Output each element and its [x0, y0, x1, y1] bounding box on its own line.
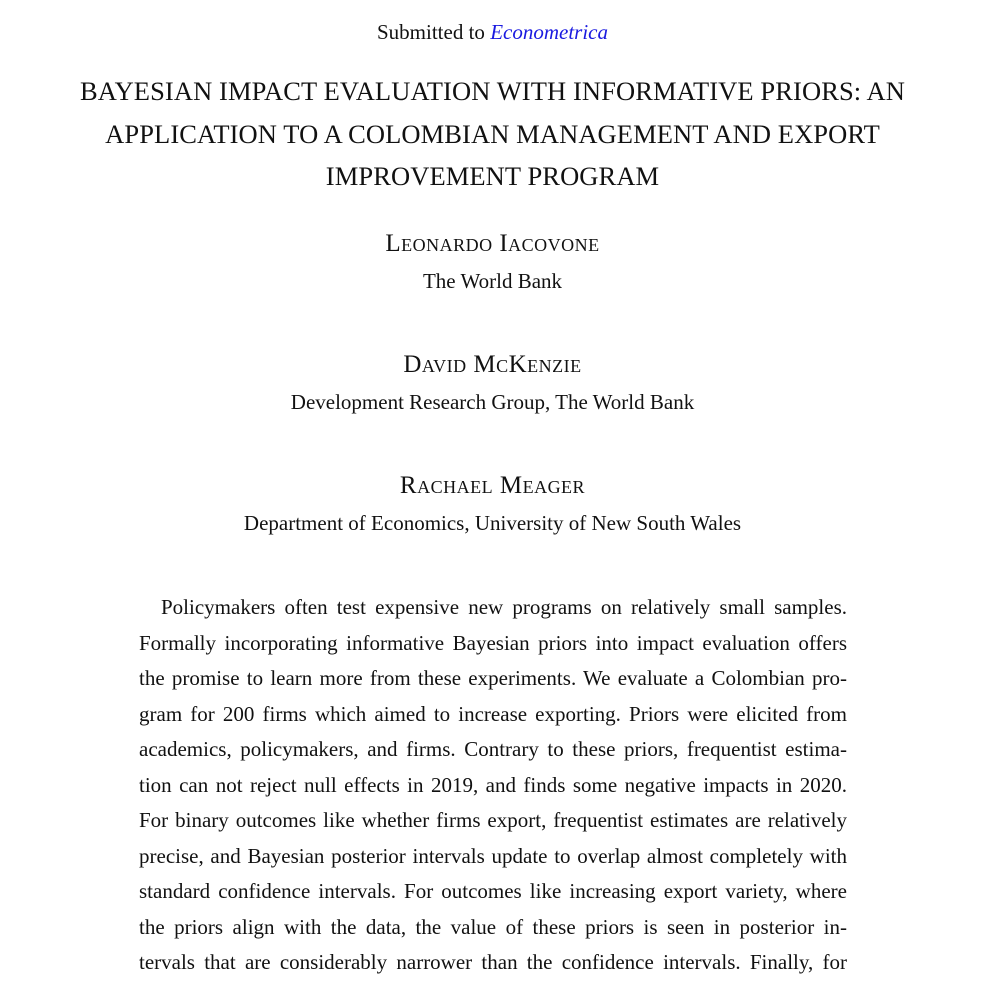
title-line: IMPROVEMENT PROGRAM [325, 161, 660, 191]
abstract-line: gram for 200 firms which aimed to increase exporting. Priors were elicited from [139, 701, 847, 726]
submitted-prefix: Submitted to [377, 20, 485, 44]
abstract [139, 590, 847, 981]
submission-note [0, 19, 985, 45]
abstract-line: Formally incorporating informative Bayesian priors into impact evaluation offers [139, 630, 847, 655]
journal-link[interactable]: Econometrica [490, 20, 608, 44]
title-line: BAYESIAN IMPACT EVALUATION WITH INFORMATIVE PRIORS: AN [79, 76, 906, 106]
abstract-line: academics, policymakers, and firms. Contrary to these priors, frequentist estima- [139, 737, 847, 761]
author-name: Rachael Meager [399, 472, 586, 499]
abstract-line: the promise to learn more from these experiments. We evaluate a Colombian pro- [139, 666, 847, 690]
abstract-line: Policymakers often test expensive new programs on relatively small samples. [161, 595, 847, 619]
title-line: APPLICATION TO A COLOMBIAN MANAGEMENT AND EXPORT [105, 118, 880, 149]
author-name: Leonardo Iacovone [385, 230, 600, 257]
abstract-line: For binary outcomes like whether firms export, frequentist estimates are relatively [139, 808, 847, 832]
abstract-line: the priors align with the data, the value of these priors is seen in posterior in- [139, 914, 847, 939]
abstract-line: precise, and Bayesian posterior intervals update to overlap almost completely with [139, 843, 847, 868]
paper-title [40, 70, 945, 198]
abstract-line: tervals that are considerably narrower than the confidence intervals. Finally, for [139, 950, 847, 974]
author-name: David McKenzie [403, 351, 582, 378]
author-affiliation: The World Bank [422, 269, 563, 293]
author-affiliation: Department of Economics, University of New South Wales [243, 511, 742, 535]
abstract-line: standard confidence intervals. For outcomes like increasing export variety, where [139, 879, 847, 903]
author-affiliation: Development Research Group, The World Bank [290, 390, 695, 414]
abstract-line: tion can not reject null effects in 2019, and finds some negative impacts in 2020. [139, 772, 847, 797]
